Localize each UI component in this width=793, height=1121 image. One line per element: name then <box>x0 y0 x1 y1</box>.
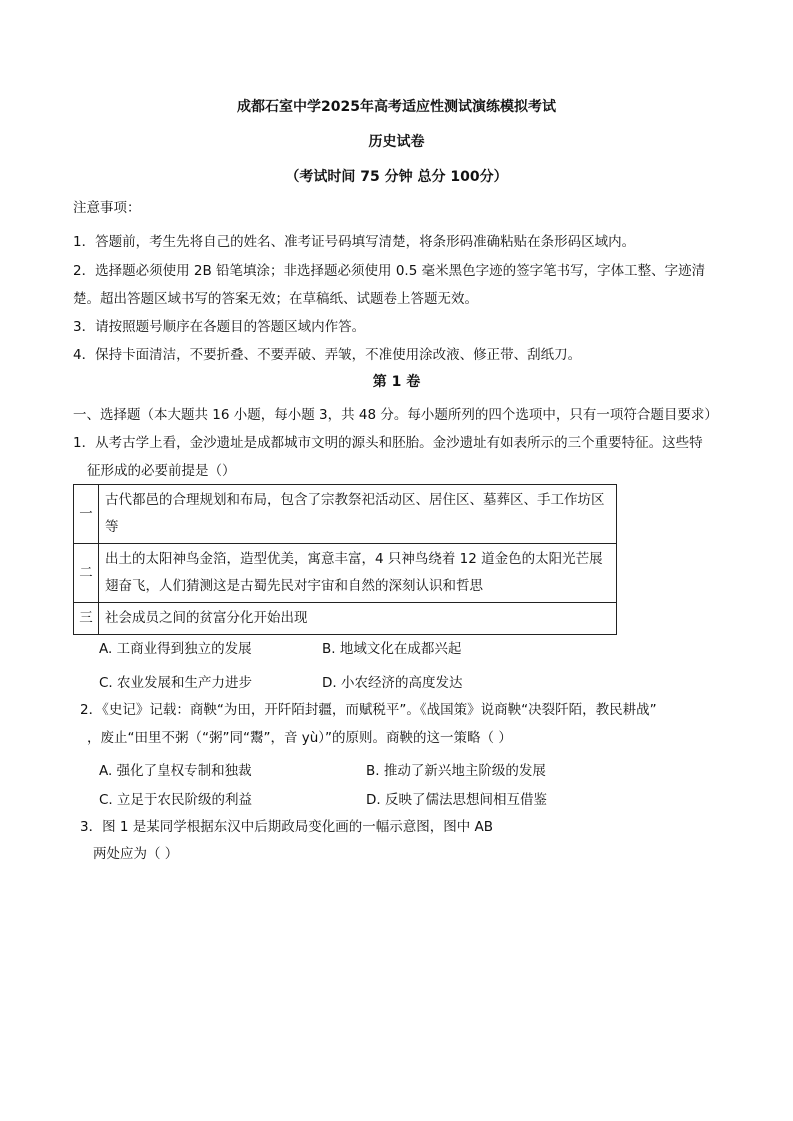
table-row-text: 出土的太阳神鸟金箔，造型优美，寓意丰富，4 只神鸟绕着 12 道金色的太阳光芒展翅奋飞，人们猜测这是古蜀先民对宇宙和自然的深刻认识和哲思 <box>99 544 617 603</box>
q2-option-c[interactable]: C. 立足于农民阶级的利益 <box>99 792 253 808</box>
notice-item-3: 3．请按照题号顺序在各题目的答题区域内作答。 <box>73 319 366 335</box>
volume-heading: 第 1 卷 <box>372 374 421 390</box>
q2-option-d[interactable]: D. 反映了儒法思想间相互借鉴 <box>366 792 547 808</box>
q1-option-d[interactable]: D. 小农经济的高度发达 <box>322 675 463 691</box>
q1-stem-cont: 征形成的必要前提是（） <box>87 463 236 479</box>
table-row-number: 三 <box>74 603 99 635</box>
notice-item-1: 1．答题前，考生先将自己的姓名、准考证号码填写清楚，将条形码准确粘贴在条形码区域内。 <box>73 234 636 250</box>
exam-info: （考试时间 75 分钟 总分 100分） <box>285 169 508 185</box>
table-row <box>74 544 617 603</box>
q2-option-a[interactable]: A. 强化了皇权专制和独裁 <box>99 763 252 779</box>
section-heading: 一、选择题（本大题共 16 小题，每小题 3，共 48 分。每小题所列的四个选项中，只有一项符合题目要求） <box>73 407 718 423</box>
notice-item-2: 2．选择题必须使用 2B 铅笔填涂；非选择题必须使用 0.5 毫米黑色字迹的签字笔书写，字体工整、字迹清 <box>73 263 706 279</box>
notice-item-2-cont: 楚。超出答题区域书写的答案无效；在草稿纸、试题卷上答题无效。 <box>73 291 478 307</box>
table-row-number: 二 <box>74 544 99 603</box>
notice-heading: 注意事项： <box>73 200 141 216</box>
q3-stem-cont: 两处应为（ ） <box>93 846 179 862</box>
q1-stem: 1．从考古学上看，金沙遗址是成都城市文明的源头和胚胎。金沙遗址有如表所示的三个重要特征。这些特 <box>73 435 703 451</box>
q2-stem-cont: ，废止“田里不粥（“粥”同“鬻”，音 yù）”的原则。商鞅的这一策略（ ） <box>87 730 512 746</box>
q1-option-a[interactable]: A. 工商业得到独立的发展 <box>99 641 252 657</box>
table-row-number: 一 <box>74 485 99 544</box>
q1-feature-table <box>73 484 617 635</box>
table-row-text: 社会成员之间的贫富分化开始出现 <box>99 603 617 635</box>
q2-stem: 2．《史记》记载：商鞅“为田，开阡陌封疆，而赋税平”。《战国策》说商鞅“决裂阡陌，教民耕战” <box>80 702 657 718</box>
table-row <box>74 603 617 635</box>
q3-stem: 3．图 1 是某同学根据东汉中后期政局变化画的一幅示意图，图中 AB <box>80 819 494 835</box>
table-row <box>74 485 617 544</box>
table-row-text: 古代都邑的合理规划和布局，包含了宗教祭祀活动区、居住区、墓葬区、手工作坊区等 <box>99 485 617 544</box>
q2-option-b[interactable]: B. 推动了新兴地主阶级的发展 <box>366 763 546 779</box>
q1-option-c[interactable]: C. 农业发展和生产力进步 <box>99 675 253 691</box>
notice-item-4: 4．保持卡面清洁，不要折叠、不要弄破、弄皱，不准使用涂改液、修正带、刮纸刀。 <box>73 347 582 363</box>
exam-title: 成都石室中学2025年高考适应性测试演练模拟考试 <box>237 99 556 115</box>
exam-subject: 历史试卷 <box>368 134 425 150</box>
q1-option-b[interactable]: B. 地域文化在成都兴起 <box>322 641 462 657</box>
